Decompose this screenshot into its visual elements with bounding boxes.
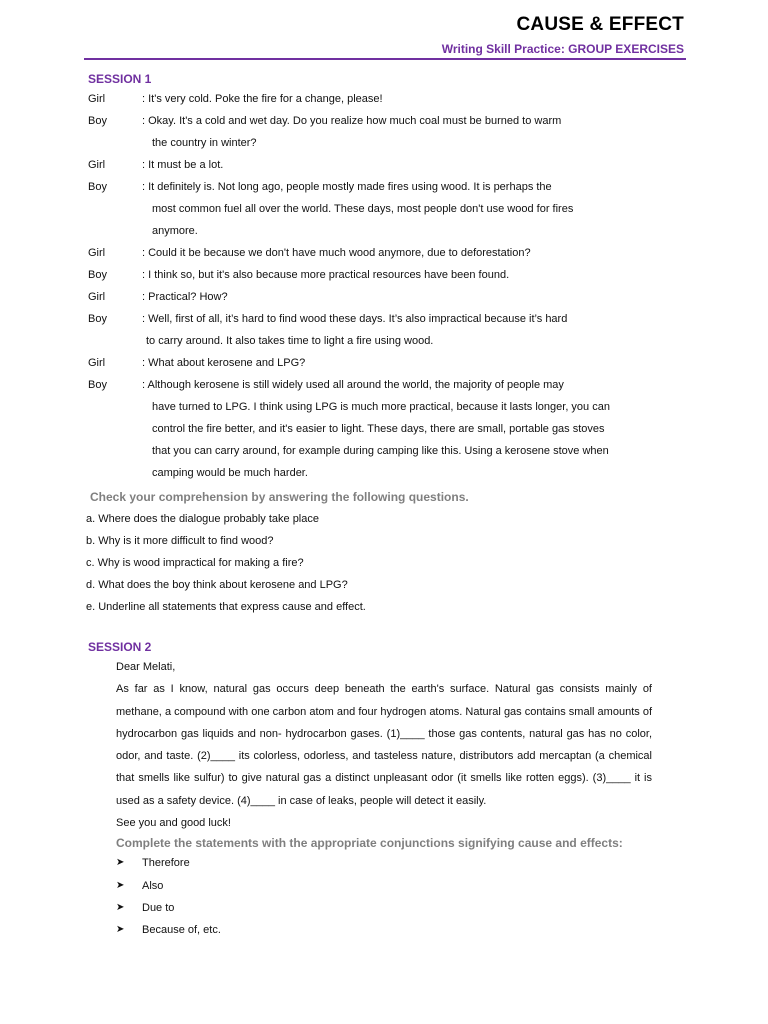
speaker (88, 396, 142, 418)
dialogue-line (88, 440, 652, 462)
dialogue-line (88, 264, 652, 286)
option-text: Also (142, 879, 164, 892)
speaker (88, 418, 142, 440)
option-text: Because of, etc. (142, 924, 221, 937)
speaker: Girl (88, 247, 106, 259)
arrowhead-bullet-icon: ➤ (116, 879, 125, 891)
line-text: : It's very cold. Poke the fire for a change, please! (142, 93, 383, 105)
speaker (88, 132, 142, 154)
line-text: camping would be much harder. (152, 467, 308, 479)
speaker: Girl (88, 357, 106, 369)
speaker: Boy (88, 269, 107, 281)
header-divider (84, 58, 686, 60)
dialogue-line (88, 132, 652, 154)
dialogue-line (88, 462, 652, 484)
dialogue-line (88, 352, 652, 374)
speaker: Girl (88, 159, 106, 171)
question-list (86, 508, 652, 618)
line-text: control the fire better, and it's easier to light. These days, there are small, portable gas stoves (152, 423, 605, 435)
line-text: the country in winter? (152, 137, 257, 149)
dialogue-line (88, 110, 652, 132)
option-item (88, 875, 652, 897)
line-text: have turned to LPG. I think using LPG is much more practical, because it lasts longer, you can (152, 401, 610, 413)
line-text: : Although kerosene is still widely used all around the world, the majority of people may (142, 379, 564, 391)
line-text: to carry around. It also takes time to light a fire using wood. (146, 335, 434, 347)
dialogue-line (88, 308, 652, 330)
session-2-title: SESSION 2 (88, 640, 152, 654)
dialogue-line (88, 330, 652, 352)
option-list (88, 852, 652, 941)
session-1-title: SESSION 1 (88, 72, 152, 86)
question-item: a. Where does the dialogue probably take place (86, 513, 319, 525)
dialogue-line (88, 176, 652, 198)
option-text: Therefore (142, 857, 190, 870)
line-text: : Well, first of all, it’s hard to find wood these days. It’s also impractical because it’s hard (142, 313, 568, 325)
dialogue-line (88, 396, 652, 418)
speaker (88, 330, 142, 352)
speaker (88, 220, 142, 242)
line-text: : It must be a lot. (142, 159, 224, 171)
speaker: Boy (88, 181, 107, 193)
letter-paragraph: As far as I know, natural gas occurs deep beneath the earth's surface. Natural gas consists mainly of methane, a compound with one carbon atom and four hydrogen atoms. Natural gas contains small amounts of hydrocarbon gas liquids and non- hydrocarbon gases. (1)____ those gas contents, natural gas has no color, odor, and taste. (2)____ its colorless, odorless, and tasteless nature, distributors add mercaptan (a chemical that smells like sulfur) to give natural gas a distinct unpleasant odor (it smells like rotten eggs). (3)____ it is used as a safety device. (4)____ in case of leaks, people will detect it easily. (116, 683, 652, 807)
document-body (88, 72, 652, 942)
line-text: : What about kerosene and LPG? (142, 357, 306, 369)
line-text: that you can carry around, for example during camping like this. Using a kerosene stove when (152, 445, 609, 457)
line-text: most common fuel all over the world. These days, most people don't use wood for fires (152, 203, 574, 215)
document-header (442, 14, 684, 56)
line-text: : Could it be because we don't have much wood anymore, due to deforestation? (142, 247, 531, 259)
speaker: Girl (88, 291, 106, 303)
document-title: CAUSE & EFFECT (516, 14, 684, 35)
line-text: : It definitely is. Not long ago, people mostly made fires using wood. It is perhaps the (142, 181, 552, 193)
dialogue-line (88, 418, 652, 440)
option-text: Due to (142, 901, 175, 914)
dialogue-line (88, 374, 652, 396)
speaker (88, 198, 142, 220)
dialogue-line (88, 242, 652, 264)
arrowhead-bullet-icon: ➤ (116, 857, 125, 869)
exercise-instruction: Complete the statements with the appropriate conjunctions signifying cause and effects: (116, 836, 623, 851)
document-subtitle: Writing Skill Practice: GROUP EXERCISES (441, 42, 684, 56)
letter-closing: See you and good luck! (116, 817, 231, 830)
line-text: : Practical? How? (142, 291, 228, 303)
arrowhead-bullet-icon: ➤ (116, 924, 125, 936)
option-item (88, 852, 652, 874)
dialogue-line (88, 198, 652, 220)
question-item: d. What does the boy think about kerosene and LPG? (86, 579, 348, 591)
question-item: e. Underline all statements that express cause and effect. (86, 601, 366, 613)
question-item: c. Why is wood impractical for making a fire? (86, 557, 304, 569)
speaker: Boy (88, 379, 107, 391)
dialogue (88, 88, 652, 484)
speaker: Girl (88, 93, 106, 105)
line-text: : Okay. It's a cold and wet day. Do you realize how much coal must be burned to warm (142, 115, 562, 127)
comprehension-heading: Check your comprehension by answering the following questions. (90, 490, 469, 504)
dialogue-line (88, 154, 652, 176)
speaker: Boy (88, 115, 107, 127)
speaker (88, 440, 142, 462)
arrowhead-bullet-icon: ➤ (116, 901, 125, 913)
dialogue-line (88, 286, 652, 308)
letter-greeting: Dear Melati, (116, 661, 176, 673)
option-item (88, 897, 652, 919)
option-item (88, 919, 652, 941)
line-text: anymore. (152, 225, 198, 237)
dialogue-line (88, 88, 652, 110)
question-item: b. Why is it more difficult to find wood? (86, 535, 274, 547)
line-text: : I think so, but it's also because more practical resources have been found. (142, 269, 510, 281)
speaker: Boy (88, 313, 107, 325)
dialogue-line (88, 220, 652, 242)
speaker (88, 462, 142, 484)
